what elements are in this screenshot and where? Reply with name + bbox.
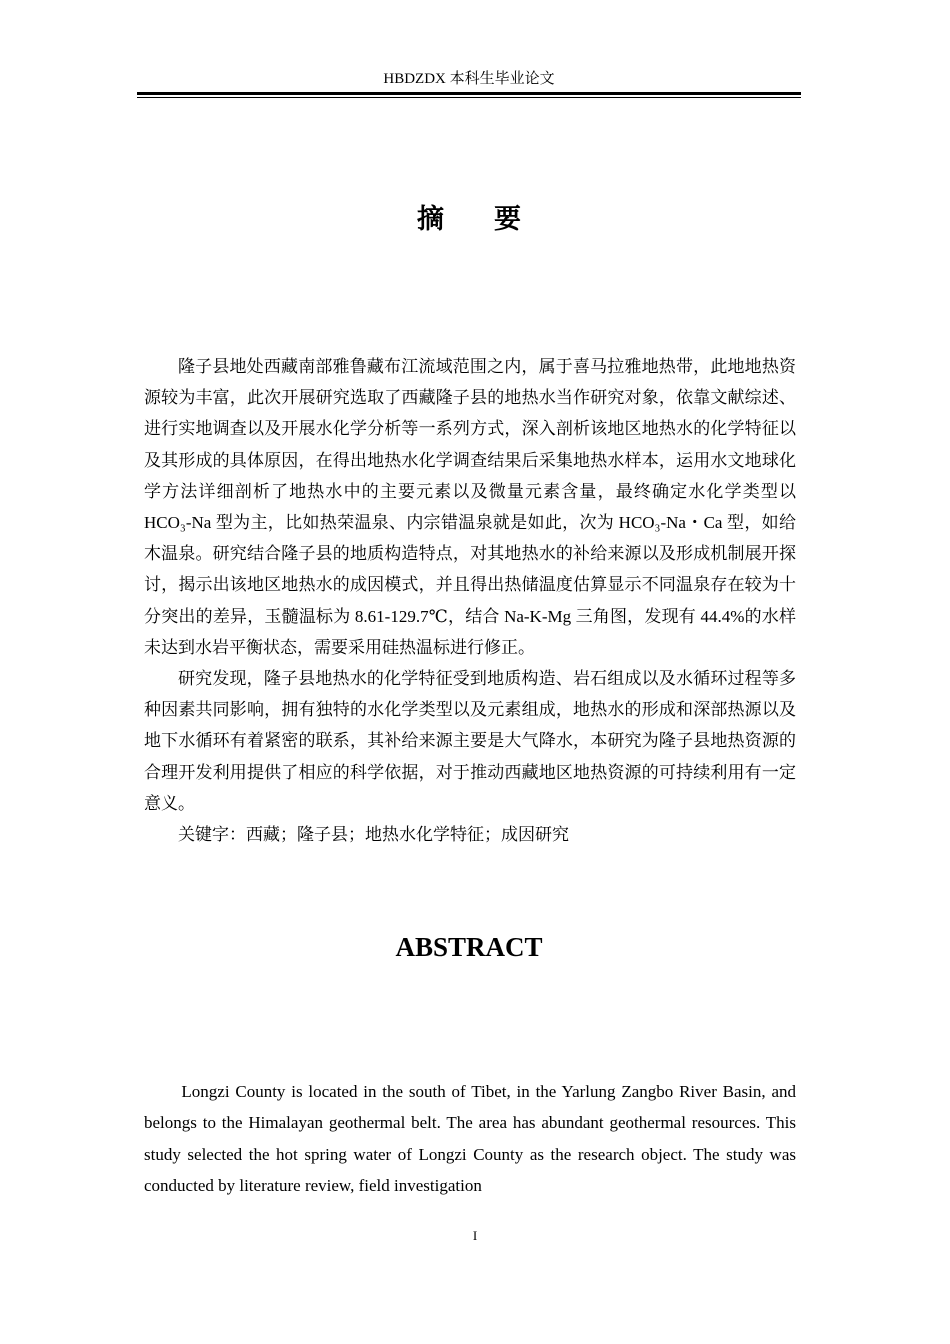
header-rule-thick (137, 92, 801, 95)
running-header: HBDZDX 本科生毕业论文 (383, 71, 555, 87)
english-abstract-body (144, 1076, 796, 1202)
header-rule-thin (137, 97, 801, 98)
english-paragraph-1: Longzi County is located in the south of Tibet, in the Yarlung Zangbo River Basin, and belongs to the Himalayan geothermal belt. The area has abundant geothermal resources. This study selected the hot spring water of Longzi County as the research object. The study was conducted by literature review, field investigation (144, 1082, 796, 1196)
chinese-abstract-title (137, 202, 801, 238)
english-abstract-title: ABSTRACT (395, 932, 543, 962)
chinese-abstract-body (144, 351, 796, 850)
chinese-paragraph-2: 研究发现，隆子县地热水的化学特征受到地质构造、岩石组成以及水循环过程等多种因素共同影响，拥有独特的水化学类型以及元素组成，地热水的形成和深部热源以及地下水循环有着紧密的联系，其补给来源主要是大气降水，本研究为隆子县地热资源的合理开发利用提供了相应的科学依据，对于推动西藏地区地热资源的可持续利用有一定意义。 (144, 669, 796, 813)
chinese-keywords: 关键字：西藏；隆子县；地热水化学特征；成因研究 (178, 825, 569, 845)
title-char-1: 摘 (417, 204, 444, 235)
title-char-2: 要 (494, 204, 521, 235)
chinese-paragraph-1: 隆子县地处西藏南部雅鲁藏布江流域范围之内，属于喜马拉雅地热带，此地地热资源较为丰富，此次开展研究选取了西藏隆子县的地热水当作研究对象，依靠文献综述、进行实地调查以及开展水化学分析等一系列方式，深入剖析该地区地热水的化学特征以及其形成的具体原因，在得出地热水化学调查结果后采集地热水样本，运用水文地球化学方法详细剖析了地热水中的主要元素以及微量元素含量，最终确定水化学类型以 HCO₃-Na 型为主，比如热荣温泉、内宗错温泉就是如此，次为 HCO₃-Na・Ca 型，如给木温泉。研究结合隆子县的地质构造特点，对其地热水的补给来源以及形成机制展开探讨，揭示出该地区地热水的成因模式，并且得出热储温度估算显示不同温泉存在较为十分突出的差异，玉髓温标为 8.61-129.7℃，结合 Na-K-Mg 三角图，发现有 44.4%的水样未达到水岩平衡状态，需要采用硅热温标进行修正。 (144, 357, 796, 657)
page-number: I (472, 1228, 478, 1243)
